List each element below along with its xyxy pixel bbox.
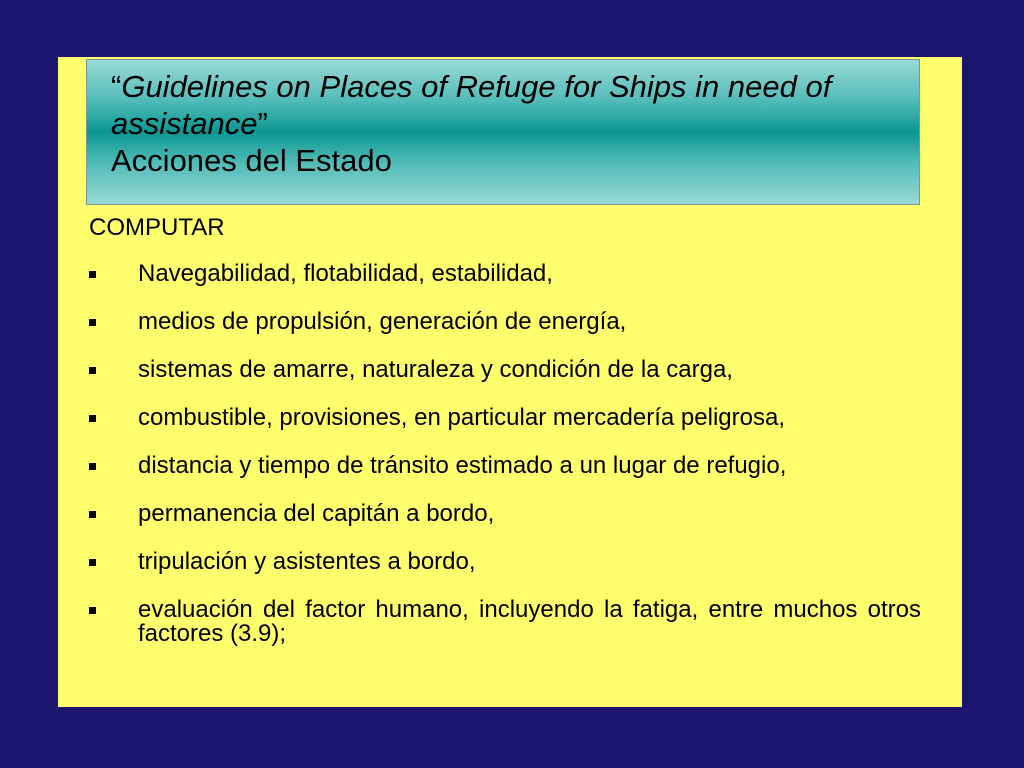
list-item xyxy=(89,358,921,382)
title-main xyxy=(111,68,919,142)
list-item-text: evaluación del factor humano, incluyendo la fatiga, entre muchos otros factores (3.9); xyxy=(138,596,921,647)
list-item-text: medios de propulsión, generación de energía, xyxy=(138,308,627,335)
list-item xyxy=(89,454,921,478)
quote-close: ” xyxy=(257,106,268,141)
quote-open: “ xyxy=(111,69,122,104)
list-item-text: Navegabilidad, flotabilidad, estabilidad, xyxy=(138,260,553,287)
list-item xyxy=(89,598,921,646)
square-bullet-icon xyxy=(89,559,96,566)
title-italic-text: Guidelines on Places of Refuge for Ships in need of assistance xyxy=(111,69,832,141)
list-item-text: combustible, provisiones, en particular mercadería peligrosa, xyxy=(138,404,785,431)
square-bullet-icon xyxy=(89,511,96,518)
list-item xyxy=(89,310,921,334)
square-bullet-icon xyxy=(89,271,96,278)
list-item-text: distancia y tiempo de tránsito estimado a un lugar de refugio, xyxy=(138,452,787,479)
bullet-list xyxy=(89,262,921,646)
list-item xyxy=(89,550,921,574)
title-box xyxy=(86,59,920,205)
content-body xyxy=(89,208,921,646)
square-bullet-icon xyxy=(89,607,96,614)
square-bullet-icon xyxy=(89,367,96,374)
list-item xyxy=(89,262,921,286)
square-bullet-icon xyxy=(89,319,96,326)
list-item xyxy=(89,502,921,526)
list-item-text: tripulación y asistentes a bordo, xyxy=(138,548,476,575)
title-subtitle: Acciones del Estado xyxy=(111,143,392,178)
section-heading: COMPUTAR xyxy=(89,214,225,241)
square-bullet-icon xyxy=(89,463,96,470)
list-item-text: sistemas de amarre, naturaleza y condición de la carga, xyxy=(138,356,733,383)
list-item-text: permanencia del capitán a bordo, xyxy=(138,500,495,527)
square-bullet-icon xyxy=(89,415,96,422)
list-item xyxy=(89,406,921,430)
